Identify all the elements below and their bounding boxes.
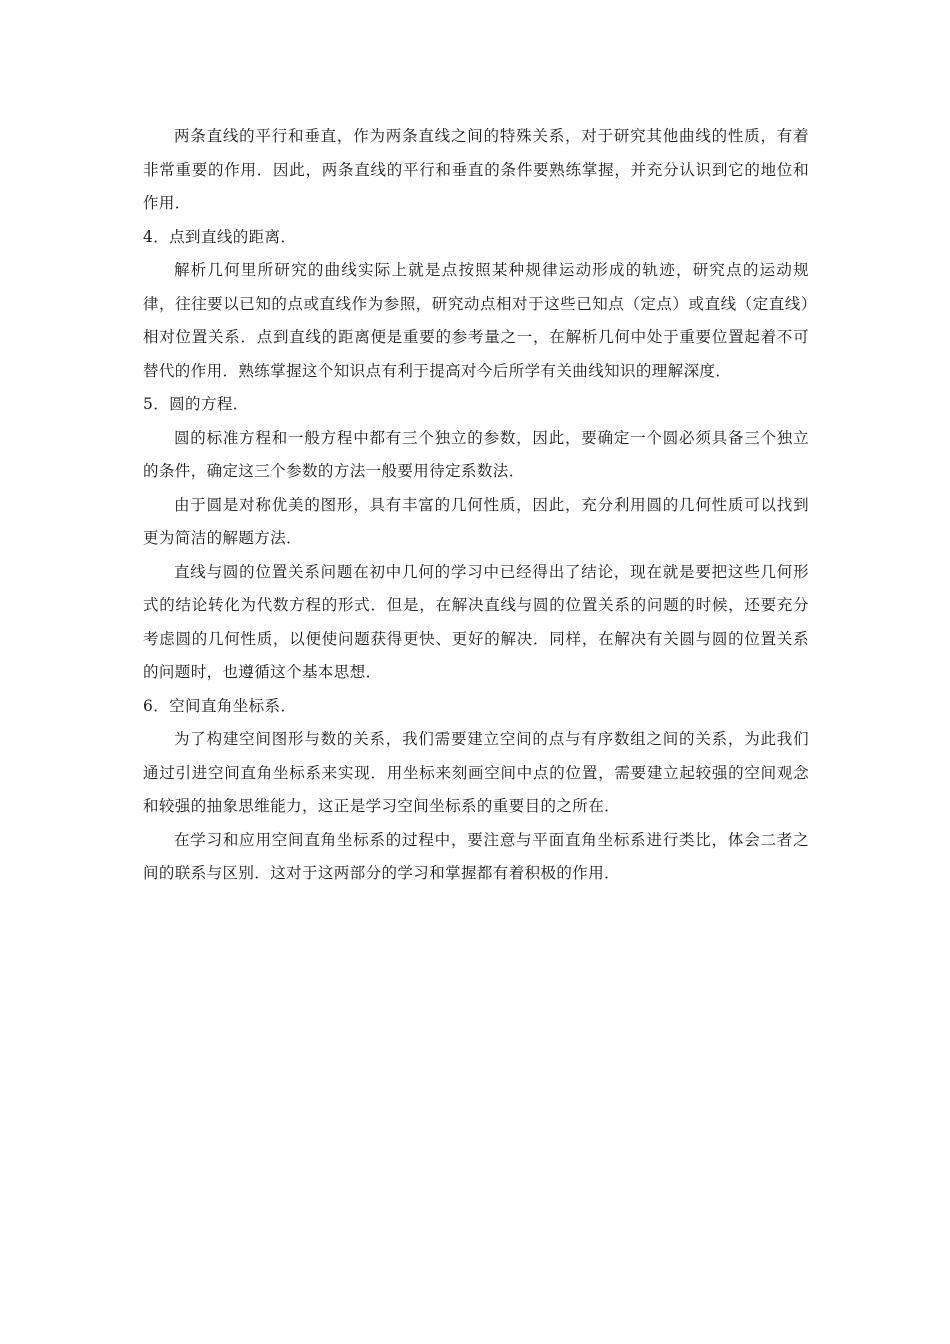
paragraph-space-coordinates: 为了构建空间图形与数的关系，我们需要建立空间的点与有序数组之间的关系，为此我们通过引进空间直角坐标系来实现．用坐标来刻画空间中点的位置，需要建立起较强的空间观念和较强的抽象思维能力，这正是学习空间坐标系的重要目的之所在． (143, 730, 809, 815)
paragraph-circle-parameters: 圆的标准方程和一般方程中都有三个独立的参数，因此，要确定一个圆必须具备三个独立的条件，确定这三个参数的方法一般要用待定系数法． (143, 428, 809, 480)
paragraph-point-line-distance: 解析几何里所研究的曲线实际上就是点按照某种规律运动形成的轨迹，研究点的运动规律，往往要以已知的点或直线作为参照，研究动点相对于这些已知点（定点）或直线（定直线）相对位置关系．点到直线的距离便是重要的参考量之一，在解析几何中处于重要位置起着不可替代的作用．熟练掌握这个知识点有利于提高对今后所学有关曲线知识的理解深度． (143, 261, 809, 380)
paragraph-circle-geometry: 由于圆是对称优美的图形，具有丰富的几何性质，因此，充分利用圆的几何性质可以找到更为简洁的解题方法． (143, 495, 809, 547)
document-body (143, 120, 809, 891)
section-heading-space-coordinates: 6．空间直角坐标系． (143, 696, 297, 715)
paragraph-parallel-perpendicular: 两条直线的平行和垂直，作为两条直线之间的特殊关系，对于研究其他曲线的性质，有着非常重要的作用．因此，两条直线的平行和垂直的条件要熟练掌握，并充分认识到它的地位和作用． (143, 127, 809, 212)
section-heading-circle-equation: 5．圆的方程． (143, 395, 249, 413)
paragraph-line-circle-relation: 直线与圆的位置关系问题在初中几何的学习中已经得出了结论，现在就是要把这些几何形式的结论转化为代数方程的形式．但是，在解决直线与圆的位置关系的问题的时候，还要充分考虑圆的几何性质，以便使问题获得更快、更好的解决．同样，在解决有关圆与圆的位置关系的问题时，也遵循这个基本思想． (143, 562, 809, 681)
section-heading-point-line-distance: 4．点到直线的距离． (143, 227, 297, 246)
paragraph-coordinate-analogy: 在学习和应用空间直角坐标系的过程中，要注意与平面直角坐标系进行类比，体会二者之间的联系与区别．这对于这两部分的学习和掌握都有着积极的作用． (143, 830, 809, 882)
